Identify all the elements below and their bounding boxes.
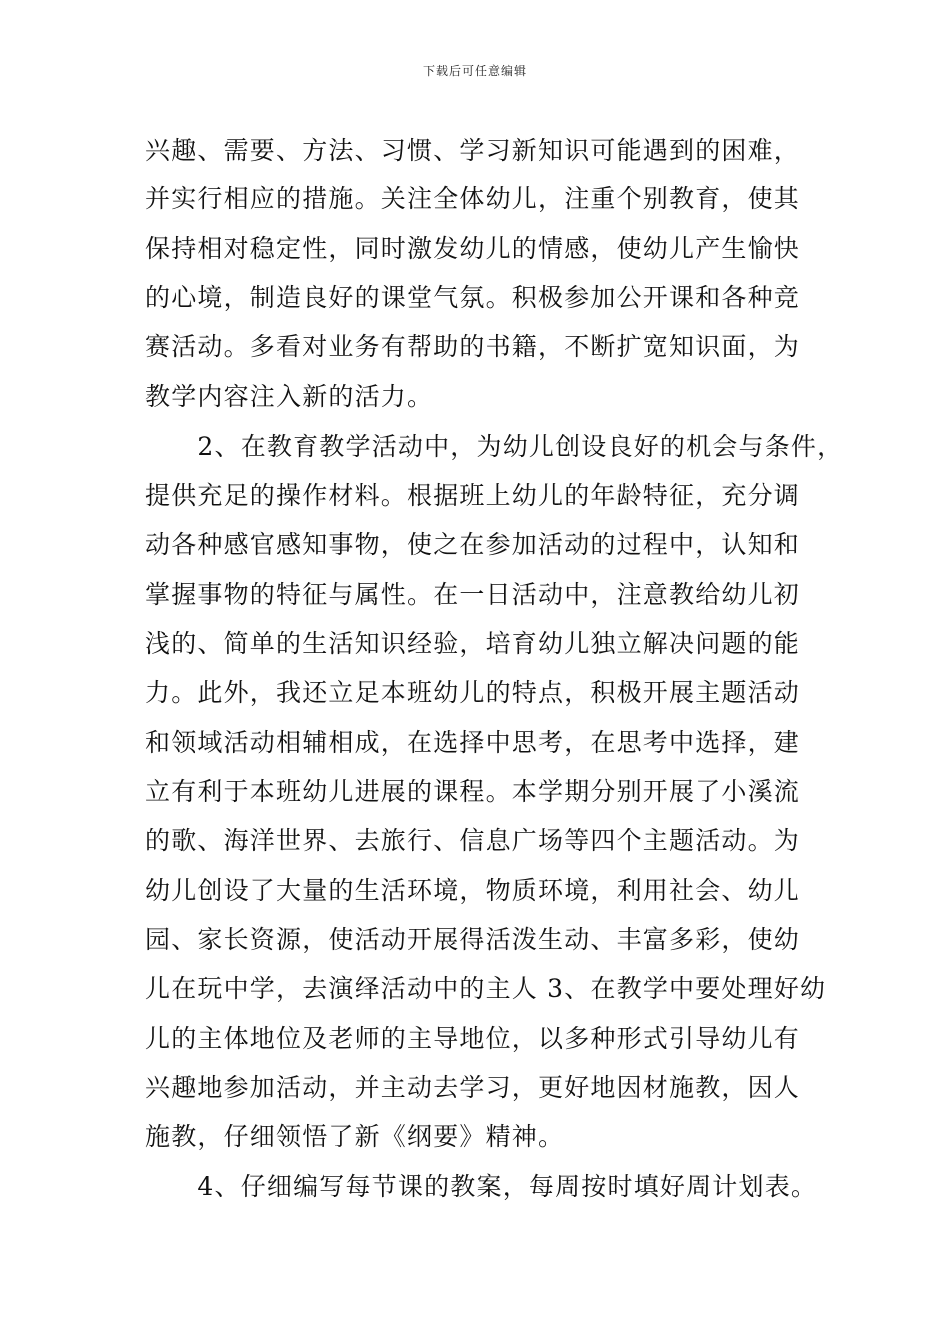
body-line: 施教，仔细领悟了新《纲要》精神。 <box>145 1122 565 1151</box>
body-line: 提供充足的操作材料。根据班上幼儿的年龄特征，充分调 <box>145 481 801 510</box>
body-line: 4、仔细编写每节课的教案，每周按时填好周计划表。 <box>145 1172 818 1201</box>
page-header: 下载后可任意编辑 <box>422 64 527 78</box>
body-line: 儿的主体地位及老师的主导地位，以多种形式引导幼儿有 <box>145 1024 801 1053</box>
body-line: 保持相对稳定性，同时激发幼儿的情感，使幼儿产生愉快 <box>145 234 801 263</box>
body-line: 兴趣地参加活动，并主动去学习，更好地因材施教，因人 <box>145 1073 801 1102</box>
body-line: 浅的、简单的生活知识经验，培育幼儿独立解决问题的能 <box>145 629 801 658</box>
body-line: 赛活动。多看对业务有帮助的书籍，不断扩宽知识面，为 <box>145 332 801 361</box>
body-line: 幼儿创设了大量的生活环境，物质环境，利用社会、幼儿 <box>145 876 801 905</box>
body-line: 力。此外，我还立足本班幼儿的特点，积极开展主题活动 <box>145 678 801 707</box>
body-line: 的心境，制造良好的课堂气氛。积极参加公开课和各种竞 <box>145 283 801 312</box>
body-line: 并实行相应的措施。关注全体幼儿，注重个别教育，使其 <box>145 184 801 213</box>
body-line: 教学内容注入新的活力。 <box>145 382 434 411</box>
body-line: 兴趣、需要、方法、习惯、学习新知识可能遇到的困难， <box>145 136 801 165</box>
body-line: 儿在玩中学，去演绎活动中的主人 3、在教学中要处理好幼 <box>145 974 827 1003</box>
body-line: 的歌、海洋世界、去旅行、信息广场等四个主题活动。为 <box>145 826 801 855</box>
body-line: 动各种感官感知事物，使之在参加活动的过程中，认知和 <box>145 530 801 559</box>
body-line: 和领域活动相辅相成，在选择中思考，在思考中选择，建 <box>145 728 801 757</box>
body-line: 园、家长资源，使活动开展得活泼生动、丰富多彩，使幼 <box>145 925 801 954</box>
body-line: 2、在教育教学活动中，为幼儿创设良好的机会与条件， <box>145 432 844 461</box>
body-line: 掌握事物的特征与属性。在一日活动中，注意教给幼儿初 <box>145 580 801 609</box>
body-line: 立有利于本班幼儿进展的课程。本学期分别开展了小溪流 <box>145 777 801 806</box>
